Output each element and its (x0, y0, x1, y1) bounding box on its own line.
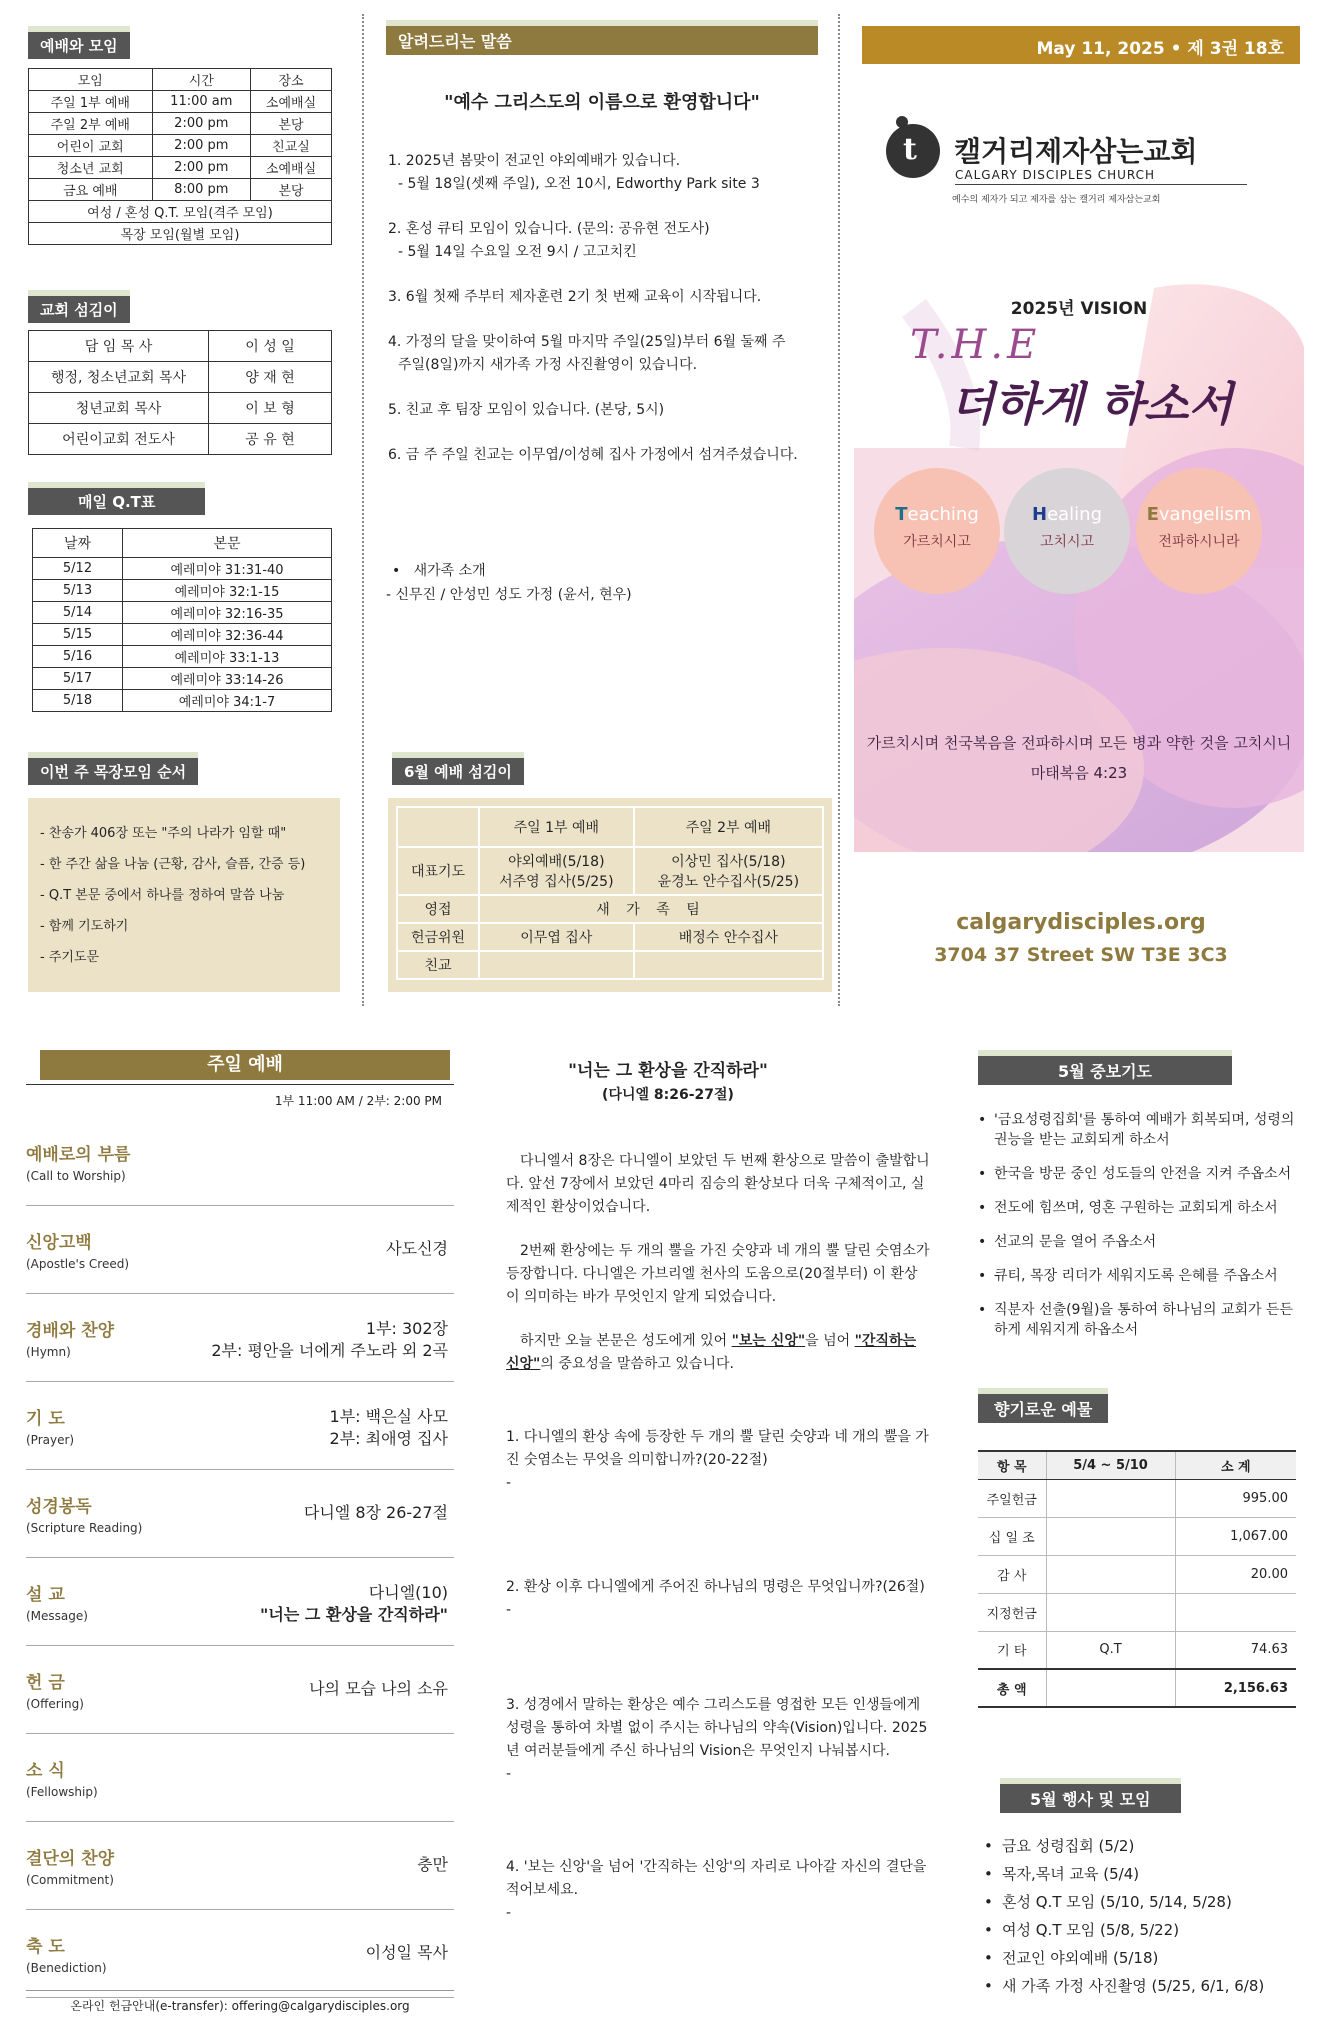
divider-left (362, 14, 364, 1006)
table-cell: 모임 (29, 69, 153, 91)
table-cell: 친교 (397, 951, 479, 979)
church-name-en: CALGARY DISCIPLES CHURCH (955, 168, 1247, 185)
table-cell: 양 재 현 (209, 362, 332, 393)
notice-list (388, 150, 824, 489)
table-cell: 주일 2부 예배 (634, 807, 823, 847)
table-cell: 날짜 (33, 529, 123, 558)
worship-order-title: 성경봉독 (26, 1497, 92, 1517)
circle-title (874, 504, 1000, 525)
table-row (33, 646, 332, 668)
table-row (33, 558, 332, 580)
notice-line: - 5월 14일 수요일 오전 9시 / 고고치킨 (398, 244, 637, 260)
table-cell: 본당 (251, 113, 332, 135)
church-address: 3704 37 Street SW T3E 3C3 (934, 944, 1228, 966)
circle-word: vangelism (1158, 504, 1252, 525)
table-cell: 995.00 (1175, 1479, 1296, 1517)
table-row (29, 157, 332, 179)
table-cell: 본당 (251, 179, 332, 201)
detail-line: 2부: 최애영 집사 (329, 1429, 448, 1448)
sermon-p3: 하지만 오늘 본문은 성도에게 있어 "보는 신앙"을 넘어 "간직하는 신앙"의 중요성을 말씀하고 있습니다. (506, 1333, 917, 1372)
answer-dash: - (506, 1475, 512, 1491)
table-cell: 5/14 (33, 602, 123, 624)
list-item: • 전도에 힘쓰며, 영혼 구원하는 교회되게 하소서 (978, 1198, 1298, 1218)
table-cell: Q.T (1046, 1631, 1175, 1669)
sermon-question (506, 1856, 930, 1925)
table-cell (479, 847, 634, 895)
notice-line: 주일(8일)까지 새가족 가정 사진촬영이 있습니다. (398, 357, 698, 373)
table-cell: 5/13 (33, 580, 123, 602)
cell-line: 야외예배(5/18) (508, 854, 605, 870)
notice-item (388, 331, 824, 377)
list-item: - 주기도문 (40, 950, 100, 965)
notice-item (388, 150, 824, 196)
table-cell: 5/4 ~ 5/10 (1046, 1451, 1175, 1479)
sermon-question (506, 1576, 930, 1622)
table-cell (1046, 1555, 1175, 1593)
table-row (397, 923, 823, 951)
detail-line: "너는 그 환상을 간직하라" (260, 1605, 448, 1624)
table-cell: 본문 (123, 529, 332, 558)
table-header-row (33, 529, 332, 558)
table-row (29, 135, 332, 157)
table-cell (397, 807, 479, 847)
events-list (984, 1832, 1304, 2000)
website-link[interactable]: calgarydisciples.org (956, 910, 1206, 935)
table-row (29, 223, 332, 245)
table-cell: 예레미야 34:1-7 (123, 690, 332, 712)
table-row (978, 1479, 1296, 1517)
sunday-times: 1부 11:00 AM / 2부: 2:00 PM (274, 1094, 442, 1108)
events-header: 5월 행사 및 모임 (1000, 1784, 1181, 1813)
circle-word: eaching (907, 504, 979, 525)
sermon-question (506, 1694, 930, 1786)
sermon-p2: 2번째 환상에는 두 개의 뿔을 가진 숫양과 네 개의 뿔 달린 숫염소가 등장합니다. 다니엘은 가브리엘 천사의 도움으로(20절부터) 이 환상이 의미하는 바가 무엇인지 알게 되었습니다. (506, 1243, 930, 1305)
qt-header: 매일 Q.T표 (28, 488, 205, 515)
worship-order-row (26, 1822, 454, 1910)
notice-item (388, 286, 824, 309)
table-cell: 20.00 (1175, 1555, 1296, 1593)
table-cell (634, 951, 823, 979)
notice-item (388, 444, 824, 467)
circle-letter: T (895, 504, 908, 525)
worship-order-detail (366, 1942, 448, 1964)
list-item: • 전교인 야외예배 (5/18) (984, 1944, 1304, 1972)
table-cell: 행정, 청소년교회 목사 (29, 362, 209, 393)
list-item: - 찬송가 406장 또는 "주의 나라가 임할 때" (40, 826, 287, 841)
worship-order-row (26, 1118, 454, 1206)
worship-meetings-section (28, 32, 130, 59)
table-cell: 지정헌금 (978, 1593, 1046, 1631)
table-row (33, 624, 332, 646)
worship-order-sub: (Call to Worship) (26, 1169, 126, 1183)
table-cell: 예레미야 32:16-35 (123, 602, 332, 624)
cell-line: 배정수 안수집사 (678, 930, 778, 946)
table-cell: 예레미야 31:31-40 (123, 558, 332, 580)
notice-line: 2. 혼성 큐티 모임이 있습니다. (문의: 공유현 전도사) (388, 221, 710, 237)
answer-dash: - (506, 1766, 512, 1782)
notice-line: 1. 2025년 봄맞이 전교인 야외예배가 있습니다. (388, 153, 681, 169)
vision-circle (1136, 468, 1262, 594)
table-cell: 헌금위원 (397, 923, 479, 951)
worship-order-sub: (Prayer) (26, 1433, 75, 1447)
circle-letter: E (1146, 504, 1159, 525)
table-row (29, 424, 332, 455)
welcome-title: "예수 그리스도의 이름으로 환영합니다" (444, 92, 760, 113)
question-text: 1. 다니엘의 환상 속에 등장한 두 개의 뿔 달린 숫양과 네 개의 뿔을 가진 숫염소는 무엇을 의미합니까?(20-22절) (506, 1429, 929, 1468)
table-cell: 8:00 pm (152, 179, 251, 201)
table-cell: 소예배실 (251, 91, 332, 113)
list-item: - Q.T 본문 중에서 하나를 정하여 말씀 나눔 (40, 888, 285, 903)
worship-order-detail (211, 1318, 448, 1362)
table-cell: 총 액 (978, 1669, 1046, 1707)
table-cell: 2:00 pm (152, 157, 251, 179)
table-cell: 2:00 pm (152, 135, 251, 157)
table-cell (479, 923, 634, 951)
table-row (29, 179, 332, 201)
sermon-ref: (다니엘 8:26-27절) (602, 1087, 734, 1103)
table-cell: 주일 1부 예배 (479, 807, 634, 847)
offering-table (978, 1450, 1296, 1708)
prayer-header: 5월 중보기도 (978, 1056, 1232, 1085)
circle-title (1004, 504, 1130, 525)
worship-order-title: 경배와 찬양 (26, 1321, 115, 1341)
list-item: • 금요 성령집회 (5/2) (984, 1832, 1304, 1860)
detail-line: 사도신경 (386, 1239, 448, 1258)
worship-order-title: 축 도 (26, 1937, 65, 1957)
table-cell: 어린이 교회 (29, 135, 153, 157)
table-cell: 2,156.63 (1175, 1669, 1296, 1707)
table-cell: 예레미야 33:14-26 (123, 668, 332, 690)
circle-letter: H (1031, 504, 1048, 525)
cell-line: 서주영 집사(5/25) (499, 874, 614, 890)
table-cell: 소예배실 (251, 157, 332, 179)
servants-header: 교회 섬김이 (28, 296, 130, 323)
mokjang-header: 이번 주 목장모임 순서 (28, 758, 198, 785)
worship-order-sub: (Commitment) (26, 1873, 114, 1887)
table-header-row (397, 807, 823, 847)
worship-order-row (26, 1558, 454, 1646)
vision-circle (1004, 468, 1130, 594)
mokjang-box (28, 798, 340, 992)
detail-line: 다니엘(10) (368, 1583, 448, 1602)
table-row (397, 951, 823, 979)
worship-order-row (26, 1294, 454, 1382)
circle-kr: 전파하시니라 (1158, 534, 1240, 550)
table-cell: 5/16 (33, 646, 123, 668)
table-row (978, 1631, 1296, 1669)
table-cell: 목장 모임(월별 모임) (29, 223, 332, 245)
june-header: 6월 예배 섬김이 (392, 758, 524, 785)
list-item: • 여성 Q.T 모임 (5/8, 5/22) (984, 1916, 1304, 1944)
church-name-kr: 캘거리제자삼는교회 (954, 135, 1198, 168)
issue-date: May 11, 2025 • 제 3권 18호 (862, 26, 1300, 64)
table-cell (479, 951, 634, 979)
table-row (29, 113, 332, 135)
worship-order-detail (304, 1502, 448, 1524)
table-header-row (29, 69, 332, 91)
table-row (29, 91, 332, 113)
sermon-question (506, 1426, 930, 1495)
question-text: 2. 환상 이후 다니엘에게 주어진 하나님의 명령은 무엇입니까?(26절) (506, 1579, 925, 1595)
table-row (29, 393, 332, 424)
table-cell: 11:00 am (152, 91, 251, 113)
cover-panel (854, 68, 1304, 852)
table-cell: 1,067.00 (1175, 1517, 1296, 1555)
table-cell: 5/17 (33, 668, 123, 690)
table-cell: 항 목 (978, 1451, 1046, 1479)
table-row (29, 362, 332, 393)
worship-order-title: 신앙고백 (26, 1233, 92, 1253)
table-cell: 시간 (152, 69, 251, 91)
table-row (29, 201, 332, 223)
table-row (978, 1593, 1296, 1631)
worship-order-title: 설 교 (26, 1585, 65, 1605)
list-item: - 한 주간 삶을 나눔 (근황, 감사, 슬픔, 간증 등) (40, 857, 306, 872)
table-cell: 금요 예배 (29, 179, 153, 201)
worship-order-sub: (Apostle's Creed) (26, 1257, 130, 1271)
cover-verse: 가르치시며 천국복음을 전파하시며 모든 병과 약한 것을 고치시니 (866, 734, 1292, 752)
sermon-title: "너는 그 환상을 간직하라" (568, 1061, 768, 1081)
vision-slogan: 더하게 하소서 (950, 377, 1233, 431)
worship-order-row (26, 1382, 454, 1470)
vision-circle (874, 468, 1000, 594)
worship-order-detail (417, 1854, 448, 1876)
table-cell: 십 일 조 (978, 1517, 1046, 1555)
table-cell (1046, 1479, 1175, 1517)
worship-order-title: 헌 금 (26, 1673, 65, 1693)
table-cell: 감 사 (978, 1555, 1046, 1593)
notice-line: 6. 금 주 주일 친교는 이무엽/이성혜 집사 가정에서 섬겨주셨습니다. (388, 447, 798, 463)
table-cell: 예레미야 33:1-13 (123, 646, 332, 668)
answer-dash: - (506, 1602, 512, 1618)
worship-order-sub: (Fellowship) (26, 1785, 98, 1799)
table-cell: 주일헌금 (978, 1479, 1046, 1517)
notice-line: 5. 친교 후 팀장 모임이 있습니다. (본당, 5시) (388, 402, 665, 418)
table-cell: 장소 (251, 69, 332, 91)
qt-table (32, 528, 332, 712)
worship-order-row (26, 1734, 454, 1822)
worship-order-row (26, 1206, 454, 1294)
list-item: • 큐티, 목장 리더가 세워지도록 은혜를 주옵소서 (978, 1266, 1298, 1286)
table-row (33, 602, 332, 624)
offering-note: 온라인 헌금안내(e-transfer): offering@calgarydisciples.org (26, 1990, 454, 2014)
sermon-p1: 다니엘서 8장은 다니엘이 보았던 두 번째 환상으로 말씀이 출발합니다. 앞선 7장에서 보았던 4마리 짐승의 환상보다 더욱 구체적이고, 실제적인 환상이었습니다. (506, 1153, 930, 1215)
worship-order-sub: (Message) (26, 1609, 88, 1623)
detail-line: 1부: 백은실 사모 (329, 1407, 448, 1426)
question-text: 3. 성경에서 말하는 환상은 예수 그리스도를 영접한 모든 인생들에게 성령을 통하여 차별 없이 주시는 하나님의 약속(Vision)입니다. 2025년 여러분들에게 주신 하나님의 Vision은 무엇인지 나눠봅시다. (506, 1697, 928, 1759)
divider-right (838, 14, 840, 1006)
answer-dash: - (506, 1905, 512, 1921)
list-item: • 혼성 Q.T 모임 (5/10, 5/14, 5/28) (984, 1888, 1304, 1916)
table-header-row (978, 1451, 1296, 1479)
table-cell: 영접 (397, 895, 479, 923)
notices-header: 알려드리는 말씀 (386, 26, 818, 55)
detail-line: 1부: 302장 (365, 1319, 448, 1338)
table-cell: 예레미야 32:36-44 (123, 624, 332, 646)
table-cell: 대표기도 (397, 847, 479, 895)
table-total-row (978, 1669, 1296, 1707)
worship-meetings-table (28, 68, 332, 245)
table-row (397, 847, 823, 895)
table-cell: 담 임 목 사 (29, 331, 209, 362)
table-cell (634, 847, 823, 895)
question-text: 4. '보는 신앙'을 넘어 '간직하는 신앙'의 자리로 나아갈 자신의 결단을 적어보세요. (506, 1859, 927, 1898)
table-row (978, 1517, 1296, 1555)
table-cell: 새 가 족 팀 (479, 895, 823, 923)
table-row (29, 331, 332, 362)
worship-order-detail (260, 1582, 448, 1626)
servants-table (28, 330, 332, 455)
list-item: • '금요성령집회'를 통하여 예배가 회복되며, 성령의 권능을 받는 교회되게 하소서 (978, 1110, 1298, 1150)
table-cell: 주일 1부 예배 (29, 91, 153, 113)
worship-order-detail (330, 1406, 448, 1450)
cell-line: 이무엽 집사 (520, 930, 593, 946)
worship-order-title: 예배로의 부름 (26, 1145, 131, 1165)
june-box (388, 798, 832, 992)
table-cell: 5/18 (33, 690, 123, 712)
worship-order-row (26, 1470, 454, 1558)
table-cell: 74.63 (1175, 1631, 1296, 1669)
table-row (397, 895, 823, 923)
table-cell (1175, 1593, 1296, 1631)
list-item: • 한국을 방문 중인 성도들의 안전을 지켜 주옵소서 (978, 1164, 1298, 1184)
detail-line: 충만 (417, 1855, 448, 1874)
table-row (978, 1555, 1296, 1593)
worship-order-detail (386, 1238, 448, 1260)
list-item: - 함께 기도하기 (40, 919, 129, 934)
notice-line: 3. 6월 첫째 주부터 제자훈련 2기 첫 번째 교육이 시작됩니다. (388, 289, 762, 305)
table-cell: 주일 2부 예배 (29, 113, 153, 135)
table-cell: 친교실 (251, 135, 332, 157)
detail-line: 나의 모습 나의 소유 (309, 1679, 448, 1698)
prayer-list (978, 1110, 1298, 1354)
notice-line: - 5월 18일(셋째 주일), 오전 10시, Edworthy Park site 3 (398, 176, 760, 192)
detail-line: 다니엘 8장 26-27절 (303, 1503, 448, 1522)
table-cell: 어린이교회 전도사 (29, 424, 209, 455)
circle-kr: 고치시고 (1039, 534, 1095, 550)
newfamily-text: - 신무진 / 안성민 성도 가정 (윤서, 현우) (386, 587, 632, 603)
table-cell: 청소년 교회 (29, 157, 153, 179)
table-cell: 예레미야 32:1-15 (123, 580, 332, 602)
cell-line: 이상민 집사(5/18) (671, 854, 786, 870)
newfamily-title: • 새가족 소개 (392, 563, 486, 579)
worship-order-row (26, 1646, 454, 1734)
table-cell (1046, 1517, 1175, 1555)
worship-order-title: 소 식 (26, 1761, 65, 1781)
table-cell: 5/12 (33, 558, 123, 580)
table-cell (1046, 1669, 1175, 1707)
church-logo-icon: t (886, 124, 940, 178)
list-item: • 새 가족 가정 사진촬영 (5/25, 6/1, 6/8) (984, 1972, 1304, 2000)
list-item: • 직분자 선출(9월)을 통하여 하나님의 교회가 든든하게 세워지게 하옵소서 (978, 1300, 1298, 1340)
worship-order-sub: (Benediction) (26, 1961, 107, 1975)
table-cell: 이 성 일 (209, 331, 332, 362)
table-cell: 2:00 pm (152, 113, 251, 135)
offering-header: 향기로운 예물 (978, 1394, 1108, 1423)
table-cell (634, 923, 823, 951)
table-cell: 기 타 (978, 1631, 1046, 1669)
worship-order-row (26, 1910, 454, 1998)
table-row (33, 690, 332, 712)
sunday-header: 주일 예배 (40, 1050, 450, 1080)
table-cell: 여성 / 혼성 Q.T. 모임(격주 모임) (29, 201, 332, 223)
table-cell: 공 유 현 (209, 424, 332, 455)
vision-title: 2025년 VISION (1010, 299, 1148, 319)
table-cell: 5/15 (33, 624, 123, 646)
worship-order-sub: (Offering) (26, 1697, 84, 1711)
cell-line: 윤경노 안수집사(5/25) (657, 874, 800, 890)
circle-kr: 가르치시고 (903, 534, 971, 550)
table-cell: 이 보 형 (209, 393, 332, 424)
table-cell (1046, 1593, 1175, 1631)
notice-item (388, 218, 824, 264)
table-cell: 청년교회 목사 (29, 393, 209, 424)
table-row (33, 580, 332, 602)
detail-line: 2부: 평안을 너에게 주노라 외 2곡 (211, 1341, 448, 1360)
table-cell: 소 계 (1175, 1451, 1296, 1479)
list-item: • 선교의 문을 열어 주옵소서 (978, 1232, 1298, 1252)
worship-meetings-header: 예배와 모임 (28, 32, 130, 59)
church-motto: 예수의 제자가 되고 제자를 삼는 캘거리 제자삼는교회 (952, 195, 1161, 205)
table-row (33, 668, 332, 690)
worship-order-title: 결단의 찬양 (26, 1849, 115, 1869)
worship-order-detail (309, 1678, 448, 1700)
circle-word: ealing (1047, 504, 1103, 525)
vision-the: T.H.E (910, 322, 1041, 368)
worship-order-sub: (Hymn) (26, 1345, 71, 1359)
notice-item (388, 399, 824, 422)
cover-verse-ref: 마태복음 4:23 (1030, 764, 1128, 782)
list-item: • 목자,목녀 교육 (5/4) (984, 1860, 1304, 1888)
worship-order-title: 기 도 (26, 1409, 65, 1429)
worship-order-sub: (Scripture Reading) (26, 1521, 143, 1535)
notice-line: 4. 가정의 달을 맞이하여 5월 마지막 주일(25일)부터 6월 둘째 주 (388, 334, 786, 350)
circle-title (1136, 504, 1262, 525)
detail-line: 이성일 목사 (365, 1943, 448, 1962)
